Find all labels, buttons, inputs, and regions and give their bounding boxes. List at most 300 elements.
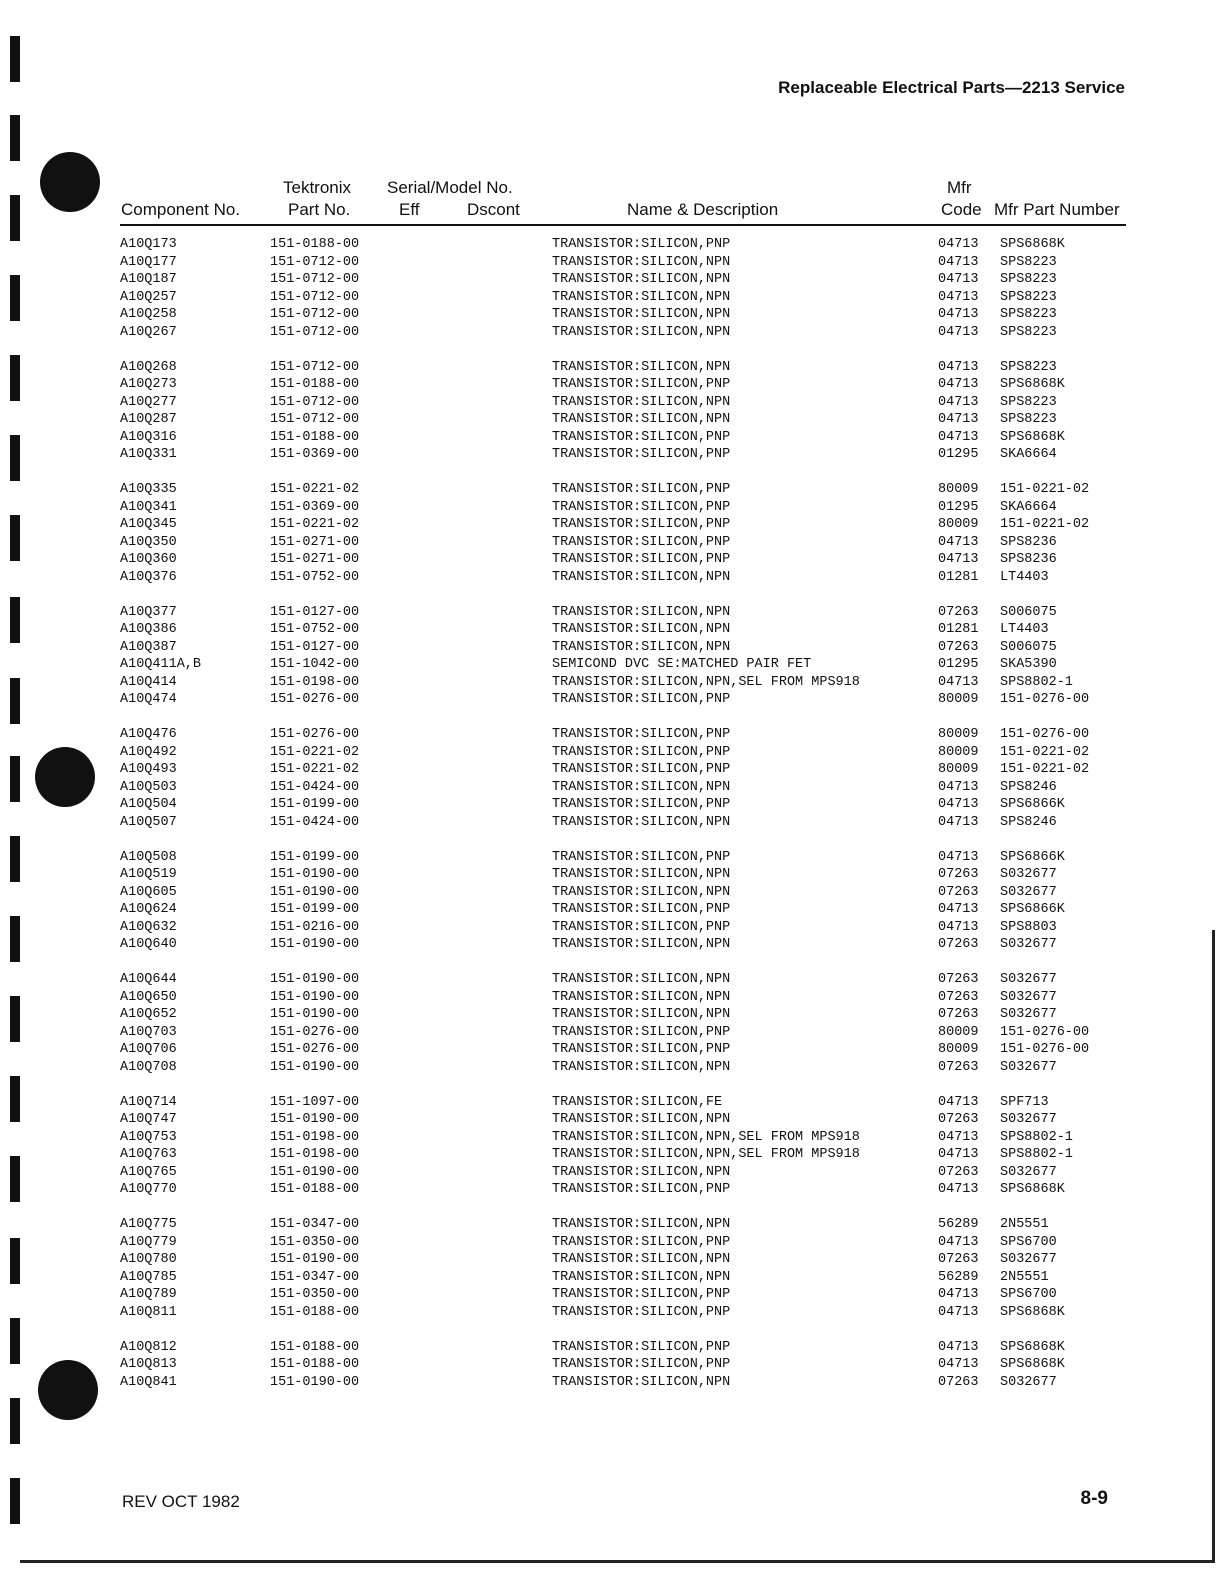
- binding-mark: [10, 1318, 20, 1364]
- mfr-code-cell: 04713: [938, 254, 979, 270]
- mfr-part-number-cell: S032677: [1000, 1374, 1057, 1390]
- name-description-cell: SEMICOND DVC SE:MATCHED PAIR FET: [552, 657, 812, 672]
- name-description-cell: TRANSISTOR:SILICON,NPN: [552, 604, 731, 620]
- tektronix-part-no-cell: 151-0188-00: [270, 1182, 360, 1197]
- row-group: [120, 1216, 1130, 1321]
- table-row: [120, 359, 1130, 377]
- table-row: [120, 376, 1130, 394]
- table-row: [120, 1339, 1130, 1357]
- tektronix-part-no-cell: 151-0271-00: [270, 534, 360, 550]
- mfr-part-number-cell: 151-0221-02: [1000, 762, 1090, 777]
- binding-mark: [10, 435, 20, 481]
- tektronix-part-no-cell: 151-0190-00: [270, 1374, 360, 1390]
- name-description-cell: TRANSISTOR:SILICON,NPN,SEL FROM MPS918: [552, 1129, 860, 1145]
- mfr-code-cell: 07263: [938, 867, 979, 882]
- name-description-cell: TRANSISTOR:SILICON,PNP: [552, 1287, 731, 1302]
- tektronix-part-no-cell: 151-0424-00: [270, 814, 360, 830]
- mfr-code-cell: 04713: [938, 1182, 979, 1197]
- mfr-part-number-cell: SPS8223: [1000, 307, 1057, 322]
- row-group: [120, 1339, 1130, 1392]
- mfr-part-number-cell: S006075: [1000, 604, 1057, 620]
- component-no-cell: A10Q345: [120, 517, 177, 532]
- mfr-code-cell: 07263: [938, 1374, 979, 1390]
- tektronix-part-no-cell: 151-0271-00: [270, 552, 360, 567]
- binding-mark: [10, 275, 20, 321]
- component-no-cell: A10Q177: [120, 254, 177, 270]
- name-description-cell: TRANSISTOR:SILICON,NPN: [552, 989, 731, 1005]
- tektronix-part-no-cell: 151-0752-00: [270, 622, 360, 637]
- mfr-code-cell: 04713: [938, 797, 979, 812]
- component-no-cell: A10Q267: [120, 324, 177, 340]
- mfr-part-number-cell: SPS6866K: [1000, 902, 1065, 917]
- tektronix-part-no-cell: 151-0221-02: [270, 744, 360, 760]
- mfr-code-cell: 04713: [938, 237, 979, 252]
- page-number: 8-9: [1080, 1488, 1108, 1509]
- mfr-code-cell: 80009: [938, 517, 979, 532]
- mfr-part-number-cell: SPS8802-1: [1000, 674, 1073, 690]
- name-description-cell: TRANSISTOR:SILICON,PNP: [552, 762, 731, 777]
- mfr-part-number-cell: SPS6866K: [1000, 849, 1065, 865]
- row-group: [120, 236, 1130, 341]
- table-row: [120, 499, 1130, 517]
- tektronix-part-no-cell: 151-0188-00: [270, 1304, 360, 1320]
- row-group: [120, 481, 1130, 586]
- table-row: [120, 604, 1130, 622]
- header-component: Component No.: [121, 200, 241, 219]
- table-row: [120, 569, 1130, 587]
- table-row: [120, 1111, 1130, 1129]
- name-description-cell: TRANSISTOR:SILICON,PNP: [552, 1357, 731, 1372]
- name-description-cell: TRANSISTOR:SILICON,PNP: [552, 447, 731, 462]
- mfr-part-number-cell: SPS8802-1: [1000, 1129, 1073, 1145]
- name-description-cell: TRANSISTOR:SILICON,PNP: [552, 902, 731, 917]
- table-row: [120, 289, 1130, 307]
- tektronix-part-no-cell: 151-0276-00: [270, 692, 360, 707]
- tektronix-part-no-cell: 151-0127-00: [270, 604, 360, 620]
- name-description-cell: TRANSISTOR:SILICON,PNP: [552, 692, 731, 707]
- component-no-cell: A10Q605: [120, 884, 177, 900]
- mfr-part-number-cell: S032677: [1000, 937, 1057, 952]
- mfr-code-cell: 04713: [938, 1234, 979, 1250]
- binding-mark: [10, 355, 20, 401]
- mfr-code-cell: 01281: [938, 622, 979, 637]
- table-row: [120, 1374, 1130, 1392]
- component-no-cell: A10Q770: [120, 1182, 177, 1197]
- table-row: [120, 1216, 1130, 1234]
- name-description-cell: TRANSISTOR:SILICON,PNP: [552, 237, 731, 252]
- tektronix-part-no-cell: 151-1042-00: [270, 657, 360, 672]
- table-row: [120, 796, 1130, 814]
- tektronix-part-no-cell: 151-0347-00: [270, 1269, 360, 1285]
- binding-mark: [10, 115, 20, 161]
- page-edge-bottom: [20, 1560, 1215, 1563]
- tektronix-part-no-cell: 151-0190-00: [270, 972, 360, 987]
- mfr-code-cell: 04713: [938, 272, 979, 287]
- name-description-cell: TRANSISTOR:SILICON,NPN,SEL FROM MPS918: [552, 1147, 860, 1162]
- table-row: [120, 1059, 1130, 1077]
- tektronix-part-no-cell: 151-0276-00: [270, 1024, 360, 1040]
- mfr-part-number-cell: SPS6700: [1000, 1287, 1057, 1302]
- revision-date: REV OCT 1982: [122, 1492, 240, 1511]
- component-no-cell: A10Q789: [120, 1287, 177, 1302]
- tektronix-part-no-cell: 151-0712-00: [270, 359, 360, 375]
- component-no-cell: A10Q411A,B: [120, 657, 202, 672]
- table-row: [120, 429, 1130, 447]
- mfr-part-number-cell: S006075: [1000, 639, 1057, 655]
- tektronix-part-no-cell: 151-0198-00: [270, 1147, 360, 1162]
- tektronix-part-no-cell: 151-0190-00: [270, 1252, 360, 1267]
- component-no-cell: A10Q780: [120, 1252, 177, 1267]
- table-row: [120, 236, 1130, 254]
- mfr-code-cell: 56289: [938, 1217, 979, 1232]
- mfr-code-cell: 01295: [938, 657, 979, 672]
- mfr-part-number-cell: SPS6868K: [1000, 429, 1065, 445]
- binding-mark: [10, 1398, 20, 1444]
- component-no-cell: A10Q474: [120, 692, 177, 707]
- tektronix-part-no-cell: 151-0188-00: [270, 237, 360, 252]
- table-row: [120, 551, 1130, 569]
- component-no-cell: A10Q335: [120, 482, 177, 497]
- running-head: Replaceable Electrical Parts—2213 Service: [778, 78, 1125, 97]
- tektronix-part-no-cell: 151-0127-00: [270, 639, 360, 655]
- mfr-part-number-cell: S032677: [1000, 867, 1057, 882]
- component-no-cell: A10Q331: [120, 447, 177, 462]
- header-code: Code: [941, 200, 982, 219]
- header-mfr: Mfr: [947, 178, 972, 197]
- name-description-cell: TRANSISTOR:SILICON,PNP: [552, 499, 731, 515]
- mfr-part-number-cell: S032677: [1000, 1252, 1057, 1267]
- mfr-part-number-cell: S032677: [1000, 1059, 1057, 1075]
- name-description-cell: TRANSISTOR:SILICON,PNP: [552, 1304, 731, 1320]
- tektronix-part-no-cell: 151-0712-00: [270, 272, 360, 287]
- mfr-part-number-cell: SKA5390: [1000, 657, 1057, 672]
- component-no-cell: A10Q350: [120, 534, 177, 550]
- name-description-cell: TRANSISTOR:SILICON,NPN: [552, 324, 731, 340]
- component-no-cell: A10Q775: [120, 1217, 177, 1232]
- tektronix-part-no-cell: 151-0350-00: [270, 1287, 360, 1302]
- component-no-cell: A10Q504: [120, 797, 177, 812]
- tektronix-part-no-cell: 151-0221-02: [270, 482, 360, 497]
- header-serial-model: Serial/Model No.: [387, 178, 513, 197]
- mfr-part-number-cell: SPS6868K: [1000, 1357, 1065, 1372]
- header-name-description: Name & Description: [627, 200, 779, 219]
- page-edge-right: [1212, 930, 1215, 1562]
- mfr-code-cell: 04713: [938, 814, 979, 830]
- punch-hole: [35, 747, 95, 807]
- component-no-cell: A10Q257: [120, 289, 177, 305]
- table-row: [120, 1041, 1130, 1059]
- mfr-part-number-cell: 151-0221-02: [1000, 482, 1090, 497]
- component-no-cell: A10Q813: [120, 1357, 177, 1372]
- name-description-cell: TRANSISTOR:SILICON,NPN: [552, 639, 731, 655]
- tektronix-part-no-cell: 151-0188-00: [270, 1339, 360, 1355]
- tektronix-part-no-cell: 151-0190-00: [270, 1059, 360, 1075]
- header-mfr-part-number: Mfr Part Number: [994, 200, 1120, 219]
- name-description-cell: TRANSISTOR:SILICON,PNP: [552, 1234, 731, 1250]
- mfr-code-cell: 80009: [938, 482, 979, 497]
- name-description-cell: TRANSISTOR:SILICON,PNP: [552, 1024, 731, 1040]
- binding-mark: [10, 515, 20, 561]
- table-row: [120, 621, 1130, 639]
- mfr-code-cell: 80009: [938, 744, 979, 760]
- row-group: [120, 1094, 1130, 1199]
- component-no-cell: A10Q652: [120, 1007, 177, 1022]
- component-no-cell: A10Q763: [120, 1147, 177, 1162]
- name-description-cell: TRANSISTOR:SILICON,NPN: [552, 307, 731, 322]
- tektronix-part-no-cell: 151-0216-00: [270, 919, 360, 935]
- component-no-cell: A10Q503: [120, 779, 177, 795]
- component-no-cell: A10Q341: [120, 499, 177, 515]
- mfr-code-cell: 04713: [938, 779, 979, 795]
- header-eff: Eff: [399, 200, 420, 219]
- name-description-cell: TRANSISTOR:SILICON,NPN: [552, 1252, 731, 1267]
- tektronix-part-no-cell: 151-0369-00: [270, 499, 360, 515]
- tektronix-part-no-cell: 151-0190-00: [270, 1112, 360, 1127]
- row-group: [120, 726, 1130, 831]
- component-no-cell: A10Q812: [120, 1339, 177, 1355]
- table-row: [120, 691, 1130, 709]
- table-row: [120, 1181, 1130, 1199]
- component-no-cell: A10Q779: [120, 1234, 177, 1250]
- name-description-cell: TRANSISTOR:SILICON,PNP: [552, 482, 731, 497]
- mfr-code-cell: 04713: [938, 429, 979, 445]
- mfr-code-cell: 07263: [938, 1112, 979, 1127]
- table-row: [120, 936, 1130, 954]
- table-row: [120, 989, 1130, 1007]
- punch-hole: [38, 1360, 98, 1420]
- component-no-cell: A10Q841: [120, 1374, 177, 1390]
- table-row: [120, 919, 1130, 937]
- mfr-code-cell: 04713: [938, 849, 979, 865]
- name-description-cell: TRANSISTOR:SILICON,NPN: [552, 867, 731, 882]
- table-row: [120, 516, 1130, 534]
- component-no-cell: A10Q785: [120, 1269, 177, 1285]
- mfr-part-number-cell: 151-0276-00: [1000, 1024, 1090, 1040]
- mfr-code-cell: 04713: [938, 324, 979, 340]
- component-no-cell: A10Q703: [120, 1024, 177, 1040]
- binding-mark: [10, 836, 20, 882]
- mfr-code-cell: 07263: [938, 1252, 979, 1267]
- mfr-part-number-cell: SPS8223: [1000, 289, 1057, 305]
- header-dscont: Dscont: [467, 200, 520, 219]
- mfr-part-number-cell: 151-0221-02: [1000, 517, 1090, 532]
- mfr-code-cell: 04713: [938, 552, 979, 567]
- header-tektronix: Tektronix: [283, 178, 352, 197]
- name-description-cell: TRANSISTOR:SILICON,NPN: [552, 779, 731, 795]
- name-description-cell: TRANSISTOR:SILICON,PNP: [552, 919, 731, 935]
- mfr-code-cell: 04713: [938, 1129, 979, 1145]
- mfr-code-cell: 07263: [938, 1007, 979, 1022]
- tektronix-part-no-cell: 151-0198-00: [270, 1129, 360, 1145]
- tektronix-part-no-cell: 151-0221-02: [270, 517, 360, 532]
- name-description-cell: TRANSISTOR:SILICON,FE: [552, 1094, 723, 1110]
- component-no-cell: A10Q386: [120, 622, 177, 637]
- table-row: [120, 534, 1130, 552]
- mfr-code-cell: 07263: [938, 937, 979, 952]
- component-no-cell: A10Q277: [120, 394, 177, 410]
- mfr-part-number-cell: S032677: [1000, 1007, 1057, 1022]
- name-description-cell: TRANSISTOR:SILICON,PNP: [552, 377, 731, 392]
- component-no-cell: A10Q360: [120, 552, 177, 567]
- mfr-code-cell: 01295: [938, 499, 979, 515]
- table-row: [120, 1129, 1130, 1147]
- tektronix-part-no-cell: 151-0752-00: [270, 569, 360, 585]
- mfr-part-number-cell: SPS8223: [1000, 254, 1057, 270]
- table-row: [120, 411, 1130, 429]
- table-row: [120, 866, 1130, 884]
- mfr-part-number-cell: SPS8223: [1000, 324, 1057, 340]
- binding-mark: [10, 996, 20, 1042]
- table-row: [120, 726, 1130, 744]
- name-description-cell: TRANSISTOR:SILICON,PNP: [552, 429, 731, 445]
- table-row: [120, 1286, 1130, 1304]
- component-no-cell: A10Q519: [120, 867, 177, 882]
- tektronix-part-no-cell: 151-0712-00: [270, 412, 360, 427]
- tektronix-part-no-cell: 151-0188-00: [270, 429, 360, 445]
- name-description-cell: TRANSISTOR:SILICON,PNP: [552, 727, 731, 742]
- mfr-part-number-cell: SPS8246: [1000, 814, 1057, 830]
- tektronix-part-no-cell: 151-0190-00: [270, 1164, 360, 1180]
- table-row: [120, 656, 1130, 674]
- tektronix-part-no-cell: 151-0350-00: [270, 1234, 360, 1250]
- component-no-cell: A10Q493: [120, 762, 177, 777]
- mfr-part-number-cell: SPS8803: [1000, 919, 1057, 935]
- tektronix-part-no-cell: 151-0188-00: [270, 377, 360, 392]
- name-description-cell: TRANSISTOR:SILICON,PNP: [552, 552, 731, 567]
- name-description-cell: TRANSISTOR:SILICON,NPN: [552, 569, 731, 585]
- name-description-cell: TRANSISTOR:SILICON,NPN: [552, 394, 731, 410]
- mfr-part-number-cell: SPS6866K: [1000, 797, 1065, 812]
- name-description-cell: TRANSISTOR:SILICON,NPN: [552, 622, 731, 637]
- table-row: [120, 1304, 1130, 1322]
- mfr-code-cell: 07263: [938, 1164, 979, 1180]
- component-no-cell: A10Q508: [120, 849, 177, 865]
- name-description-cell: TRANSISTOR:SILICON,PNP: [552, 1182, 731, 1197]
- table-row: [120, 446, 1130, 464]
- name-description-cell: TRANSISTOR:SILICON,NPN: [552, 1059, 731, 1075]
- tektronix-part-no-cell: 151-0276-00: [270, 727, 360, 742]
- name-description-cell: TRANSISTOR:SILICON,NPN: [552, 412, 731, 427]
- component-no-cell: A10Q173: [120, 237, 177, 252]
- tektronix-part-no-cell: 151-0369-00: [270, 447, 360, 462]
- component-no-cell: A10Q644: [120, 972, 177, 987]
- mfr-part-number-cell: SPS6868K: [1000, 237, 1065, 252]
- name-description-cell: TRANSISTOR:SILICON,PNP: [552, 849, 731, 865]
- name-description-cell: TRANSISTOR:SILICON,NPN: [552, 1217, 731, 1232]
- mfr-code-cell: 04713: [938, 377, 979, 392]
- mfr-code-cell: 04713: [938, 394, 979, 410]
- mfr-part-number-cell: LT4403: [1000, 569, 1049, 585]
- table-row: [120, 1164, 1130, 1182]
- tektronix-part-no-cell: 151-0190-00: [270, 989, 360, 1005]
- component-no-cell: A10Q376: [120, 569, 177, 585]
- tektronix-part-no-cell: 151-0712-00: [270, 324, 360, 340]
- table-row: [120, 254, 1130, 272]
- mfr-part-number-cell: SPS6868K: [1000, 1182, 1065, 1197]
- name-description-cell: TRANSISTOR:SILICON,NPN: [552, 814, 731, 830]
- tektronix-part-no-cell: 151-0188-00: [270, 1357, 360, 1372]
- row-group: [120, 359, 1130, 464]
- component-no-cell: A10Q714: [120, 1094, 177, 1110]
- table-row: [120, 744, 1130, 762]
- table-row: [120, 1146, 1130, 1164]
- table-row: [120, 779, 1130, 797]
- binding-mark: [10, 36, 20, 82]
- mfr-part-number-cell: SPS8223: [1000, 412, 1057, 427]
- table-row: [120, 1356, 1130, 1374]
- name-description-cell: TRANSISTOR:SILICON,NPN: [552, 254, 731, 270]
- component-no-cell: A10Q706: [120, 1042, 177, 1057]
- table-row: [120, 761, 1130, 779]
- mfr-part-number-cell: SKA6664: [1000, 447, 1057, 462]
- parts-list: [120, 236, 1130, 1409]
- mfr-part-number-cell: 2N5551: [1000, 1269, 1049, 1285]
- name-description-cell: TRANSISTOR:SILICON,PNP: [552, 1042, 731, 1057]
- mfr-part-number-cell: SPS8236: [1000, 552, 1057, 567]
- component-no-cell: A10Q258: [120, 307, 177, 322]
- mfr-part-number-cell: 151-0221-02: [1000, 744, 1090, 760]
- mfr-part-number-cell: S032677: [1000, 1164, 1057, 1180]
- tektronix-part-no-cell: 151-0712-00: [270, 289, 360, 305]
- table-row: [120, 1251, 1130, 1269]
- table-row: [120, 971, 1130, 989]
- table-row: [120, 271, 1130, 289]
- mfr-code-cell: 07263: [938, 1059, 979, 1075]
- mfr-part-number-cell: SPS6868K: [1000, 1339, 1065, 1355]
- mfr-code-cell: 04713: [938, 1094, 979, 1110]
- name-description-cell: TRANSISTOR:SILICON,NPN: [552, 972, 731, 987]
- name-description-cell: TRANSISTOR:SILICON,PNP: [552, 534, 731, 550]
- binding-mark: [10, 597, 20, 643]
- binding-mark: [10, 756, 20, 802]
- mfr-part-number-cell: SPS6868K: [1000, 377, 1065, 392]
- mfr-code-cell: 56289: [938, 1269, 979, 1285]
- name-description-cell: TRANSISTOR:SILICON,NPN: [552, 937, 731, 952]
- tektronix-part-no-cell: 151-0190-00: [270, 937, 360, 952]
- name-description-cell: TRANSISTOR:SILICON,PNP: [552, 517, 731, 532]
- mfr-part-number-cell: SPF713: [1000, 1094, 1049, 1110]
- tektronix-part-no-cell: 151-0199-00: [270, 849, 360, 865]
- mfr-part-number-cell: 151-0276-00: [1000, 1042, 1090, 1057]
- mfr-code-cell: 80009: [938, 692, 979, 707]
- header-part-no: Part No.: [288, 200, 351, 219]
- mfr-code-cell: 01281: [938, 569, 979, 585]
- name-description-cell: TRANSISTOR:SILICON,NPN: [552, 884, 731, 900]
- mfr-code-cell: 04713: [938, 674, 979, 690]
- tektronix-part-no-cell: 151-1097-00: [270, 1094, 360, 1110]
- table-row: [120, 639, 1130, 657]
- component-no-cell: A10Q632: [120, 919, 177, 935]
- component-no-cell: A10Q811: [120, 1304, 177, 1320]
- component-no-cell: A10Q640: [120, 937, 177, 952]
- mfr-part-number-cell: SKA6664: [1000, 499, 1057, 515]
- binding-mark: [10, 678, 20, 724]
- table-row: [120, 884, 1130, 902]
- mfr-code-cell: 04713: [938, 289, 979, 305]
- mfr-code-cell: 07263: [938, 639, 979, 655]
- tektronix-part-no-cell: 151-0347-00: [270, 1217, 360, 1232]
- component-no-cell: A10Q708: [120, 1059, 177, 1075]
- name-description-cell: TRANSISTOR:SILICON,NPN: [552, 1269, 731, 1285]
- tektronix-part-no-cell: 151-0712-00: [270, 394, 360, 410]
- mfr-code-cell: 04713: [938, 919, 979, 935]
- mfr-part-number-cell: SPS8236: [1000, 534, 1057, 550]
- tektronix-part-no-cell: 151-0712-00: [270, 307, 360, 322]
- mfr-part-number-cell: S032677: [1000, 1112, 1057, 1127]
- name-description-cell: TRANSISTOR:SILICON,NPN: [552, 1164, 731, 1180]
- component-no-cell: A10Q747: [120, 1112, 177, 1127]
- mfr-part-number-cell: S032677: [1000, 972, 1057, 987]
